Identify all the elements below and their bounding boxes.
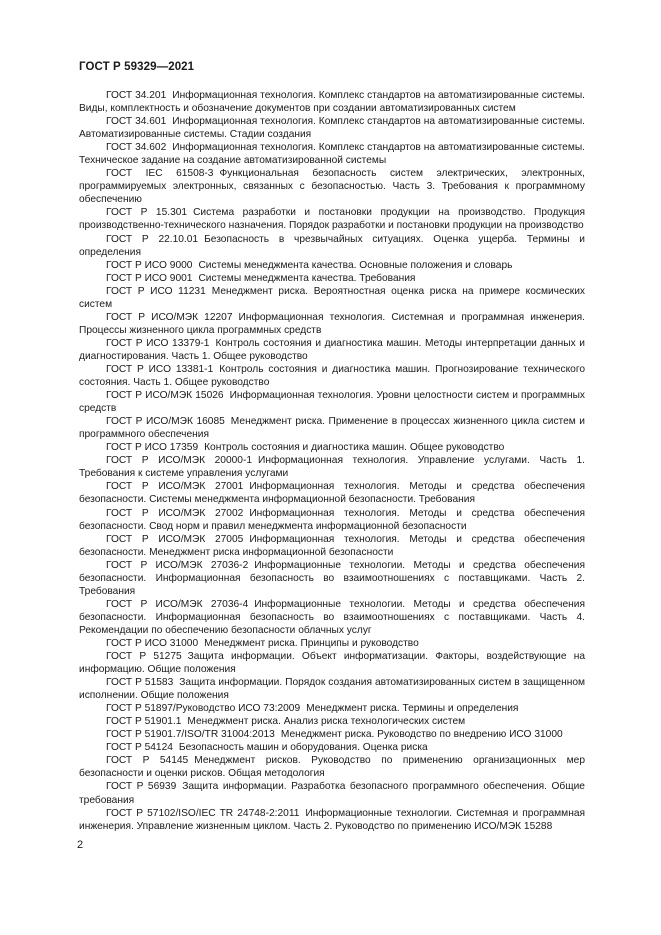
reference-title: Защита информации. Разработка безопасного программного обеспечения. Общие требования [79,781,585,806]
reference-code: ГОСТ Р ИСО 13379-1 [106,337,210,349]
reference-item [79,454,585,480]
reference-item [79,206,585,232]
reference-code: ГОСТ Р ИСО 9001 [106,272,193,284]
reference-code: ГОСТ Р ИСО 31000 [106,637,199,649]
reference-code: ГОСТ Р ИСО/МЭК 15026 [106,390,224,402]
reference-title: Информационная технология. Управление услугами. Часть 1. Требования к системе управления услугами [79,455,585,480]
reference-title: Менеджмент риска. Применение в процессах жизненного цикла систем и программного обеспечения [79,416,585,441]
reference-item [79,233,585,259]
reference-code: ГОСТ Р 54145 [106,755,189,767]
reference-code: ГОСТ Р ИСО/МЭК 20000-1 [106,455,253,467]
reference-title: Менеджмент риска. Руководство по внедрению ИСО 31000 [280,729,563,741]
reference-code: ГОСТ 34.602 [106,142,167,154]
reference-code: ГОСТ Р ИСО/МЭК 16085 [106,416,225,428]
reference-title: Информационная технология. Методы и средства обеспечения безопасности. Свод норм и правил менеджмента информационной безопасности [79,507,585,532]
reference-item [79,272,585,285]
reference-item [79,598,585,637]
reference-item [79,363,585,389]
reference-item [79,780,585,806]
reference-item [79,167,585,206]
reference-item [79,441,585,454]
reference-title: Контроль состояния и диагностика машин. Прогнозирование технического состояния. Часть 1. Общее руководство [79,363,586,389]
reference-code: ГОСТ Р 22.10.01 [106,233,199,245]
reference-title: Информационная технология. Методы и средства обеспечения безопасности. Системы менеджмента информационной безопасности. Требования [79,481,585,506]
reference-title: Информационная технология. Комплекс стандартов на автоматизированные системы. Виды, комплектность и обозначение документов при создании автоматизированных систем [79,90,585,115]
page-number: 2 [77,839,84,851]
reference-title: Система разработки и постановки продукции на производство. Продукция производственно-технического назначения. Порядок разработки и постановки продукции на производство [79,207,585,232]
reference-title: Информационные технологии. Методы и средства обеспечения безопасности. Информационная безопасность во взаимоотношениях с поставщиками. Часть 4. Рекомендации по обеспечению безопасности облачных услуг [79,598,585,636]
reference-item [79,89,585,115]
reference-title: Информационные технологии. Методы и средства обеспечения безопасности. Информационная безопасность во взаимоотношениях с поставщиками. Часть 2. Требования [79,559,585,597]
reference-item [79,141,585,167]
reference-title: Информационная технология. Системная и программная инженерия. Процессы жизненного цикла программных средств [79,311,586,336]
reference-title: Информационная технология. Комплекс стандартов на автоматизированные системы. Автоматизированные системы. Стадии создания [79,116,585,141]
reference-code: ГОСТ Р ИСО 11231 [106,285,206,297]
reference-title: Информационная технология. Комплекс стандартов на автоматизированные системы. Техническое задание на создание автоматизированной системы [79,142,585,167]
reference-item [79,115,585,141]
reference-title: Безопасность машин и оборудования. Оценка риска [178,742,428,754]
reference-title: Контроль состояния и диагностика машин. Общее руководство [204,442,505,454]
reference-item [79,807,585,833]
reference-code: ГОСТ Р ИСО 9000 [106,259,193,271]
reference-title: Системы менеджмента качества. Основные положения и словарь [198,259,513,271]
reference-title: Информационная технология. Методы и средства обеспечения безопасности. Менеджмент риска информационной безопасности [79,533,585,558]
reference-code: ГОСТ IEC 61508-3 [106,168,214,180]
reference-item [79,533,585,559]
reference-title: Менеджмент риска. Принципы и руководство [204,637,419,649]
reference-code: ГОСТ Р ИСО 17359 [106,442,199,454]
reference-title: Менеджмент риска. Анализ риска технологических систем [187,716,466,728]
reference-title: Менеджмент риска. Термины и определения [306,703,519,715]
reference-item [79,480,585,506]
reference-code: ГОСТ 34.201 [106,90,167,101]
normative-references-list [79,89,585,833]
page-header: ГОСТ Р 59329—2021 [79,61,195,73]
reference-code: ГОСТ Р 57102/ISO/IEC TR 24748-2:2011 [106,807,300,819]
reference-code: ГОСТ Р ИСО 13381-1 [106,363,214,375]
reference-item [79,507,585,533]
reference-code: ГОСТ Р 51901.7/ISO/TR 31004:2013 [106,729,275,741]
reference-title: Защита информации. Объект информатизации. Факторы, воздействующие на информацию. Общие положения [79,651,585,676]
reference-item [79,285,585,311]
reference-code: ГОСТ Р ИСО/МЭК 27001 [106,481,244,493]
reference-code: ГОСТ Р 15.301 [106,207,188,219]
reference-item [79,754,585,780]
reference-title: Системы менеджмента качества. Требования [198,272,416,284]
reference-item [79,728,585,741]
reference-title: Контроль состояния и диагностика машин. Методы интерпретации данных и диагностирования. Часть 1. Общее руководство [79,337,585,362]
reference-item [79,415,585,441]
reference-item [79,311,585,337]
reference-code: ГОСТ Р ИСО/МЭК 27036-4 [106,598,249,610]
reference-title: Информационная технология. Уровни целостности систем и программных средств [79,390,586,415]
reference-code: ГОСТ Р 56939 [106,781,177,793]
reference-item [79,741,585,754]
reference-title: Менеджмент риска. Вероятностная оценка риска на примере космических систем [79,285,585,310]
reference-item [79,637,585,650]
reference-title: Информационные технологии. Системная и программная инженерия. Управление жизненным циклом. Часть 2. Руководство по применению ИСО/МЭК 15288 [79,807,585,832]
reference-code: ГОСТ Р ИСО/МЭК 12207 [106,311,233,323]
reference-item [79,389,585,415]
reference-item [79,337,585,363]
reference-code: ГОСТ Р ИСО/МЭК 27005 [106,533,244,545]
reference-title: Безопасность в чрезвычайных ситуациях. Оценка ущерба. Термины и определения [79,233,585,258]
reference-code: ГОСТ Р ИСО/МЭК 27036-2 [106,559,249,571]
reference-item [79,702,585,715]
reference-item [79,676,585,702]
reference-title: Функциональная безопасность систем электрических, электронных, программируемых электронных, связанных с безопасностью. Часть 3. Требования к программному обеспечению [79,168,585,206]
reference-item [79,259,585,272]
reference-item [79,650,585,676]
reference-item [79,715,585,728]
reference-title: Менеджмент рисков. Руководство по применению организационных мер безопасности и оценки рисков. Общая методология [79,755,585,780]
reference-code: ГОСТ Р 54124 [106,742,173,754]
reference-code: ГОСТ Р 51583 [106,677,174,689]
reference-item [79,559,585,598]
reference-code: ГОСТ Р 51897/Руководство ИСО 73:2009 [106,703,301,715]
reference-code: ГОСТ Р 51901.1 [106,716,182,728]
reference-code: ГОСТ 34.601 [106,116,167,128]
reference-code: ГОСТ Р ИСО/МЭК 27002 [106,507,244,519]
reference-title: Защита информации. Порядок создания автоматизированных систем в защищенном исполнении. Общие положения [79,677,585,702]
reference-code: ГОСТ Р 51275 [106,651,182,663]
